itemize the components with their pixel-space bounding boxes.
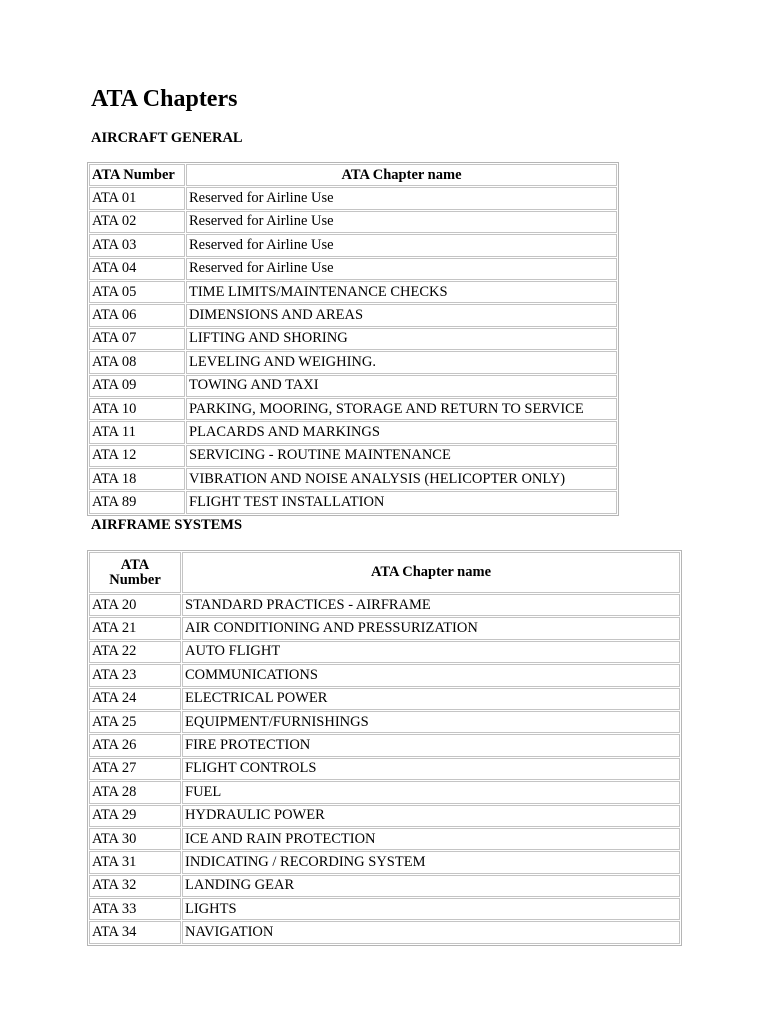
ata-number-cell: ATA 10 (89, 398, 185, 420)
ata-number-cell: ATA 89 (89, 491, 185, 513)
table-row (89, 898, 680, 920)
chapter-name-cell: DIMENSIONS AND AREAS (186, 304, 617, 326)
table-row (89, 828, 680, 850)
ata-number-cell: ATA 08 (89, 351, 185, 373)
ata-number-cell: ATA 34 (89, 921, 181, 943)
column-header-ata-number: ATA Number (89, 164, 185, 186)
ata-number-cell: ATA 30 (89, 828, 181, 850)
column-header-chapter-name: ATA Chapter name (182, 552, 680, 593)
table-row (89, 468, 617, 490)
table-row (89, 351, 617, 373)
chapter-name-cell: NAVIGATION (182, 921, 680, 943)
aircraft-general-table (87, 162, 619, 516)
ata-number-cell: ATA 01 (89, 187, 185, 209)
chapter-name-cell: FLIGHT TEST INSTALLATION (186, 491, 617, 513)
table-row (89, 711, 680, 733)
ata-number-cell: ATA 05 (89, 281, 185, 303)
ata-number-cell: ATA 28 (89, 781, 181, 803)
table-row (89, 281, 617, 303)
ata-number-cell: ATA 11 (89, 421, 185, 443)
chapter-name-cell: LEVELING AND WEIGHING. (186, 351, 617, 373)
ata-number-cell: ATA 24 (89, 688, 181, 710)
aircraft-general-rows (89, 187, 617, 513)
ata-number-cell: ATA 26 (89, 734, 181, 756)
chapter-name-cell: VIBRATION AND NOISE ANALYSIS (HELICOPTER ONLY) (186, 468, 617, 490)
chapter-name-cell: ELECTRICAL POWER (182, 688, 680, 710)
table-row (89, 781, 680, 803)
ata-number-cell: ATA 06 (89, 304, 185, 326)
ata-number-cell: ATA 09 (89, 375, 185, 397)
table-row (89, 734, 680, 756)
chapter-name-cell: PLACARDS AND MARKINGS (186, 421, 617, 443)
column-header-ata-number-line1: ATA (120, 556, 150, 573)
chapter-name-cell: Reserved for Airline Use (186, 258, 617, 280)
table-row (89, 258, 617, 280)
ata-number-cell: ATA 12 (89, 445, 185, 467)
chapter-name-cell: TIME LIMITS/MAINTENANCE CHECKS (186, 281, 617, 303)
chapter-name-cell: LIGHTS (182, 898, 680, 920)
chapter-name-cell: ICE AND RAIN PROTECTION (182, 828, 680, 850)
ata-number-cell: ATA 18 (89, 468, 185, 490)
ata-number-cell: ATA 04 (89, 258, 185, 280)
section-heading-aircraft-general: AIRCRAFT GENERAL (91, 130, 243, 146)
chapter-name-cell: STANDARD PRACTICES - AIRFRAME (182, 594, 680, 616)
table-row (89, 758, 680, 780)
ata-number-cell: ATA 33 (89, 898, 181, 920)
ata-number-cell: ATA 20 (89, 594, 181, 616)
table-row (89, 491, 617, 513)
table-row (89, 445, 617, 467)
airframe-systems-rows (89, 594, 680, 944)
table-row (89, 617, 680, 639)
chapter-name-cell: Reserved for Airline Use (186, 211, 617, 233)
ata-number-cell: ATA 27 (89, 758, 181, 780)
chapter-name-cell: AIR CONDITIONING AND PRESSURIZATION (182, 617, 680, 639)
chapter-name-cell: PARKING, MOORING, STORAGE AND RETURN TO SERVICE (186, 398, 617, 420)
table-row (89, 664, 680, 686)
table-row (89, 421, 617, 443)
chapter-name-cell: FUEL (182, 781, 680, 803)
ata-number-cell: ATA 07 (89, 328, 185, 350)
ata-number-cell: ATA 23 (89, 664, 181, 686)
ata-number-cell: ATA 29 (89, 805, 181, 827)
table-header-row (89, 552, 680, 593)
table-row (89, 234, 617, 256)
table-row (89, 641, 680, 663)
table-row (89, 211, 617, 233)
chapter-name-cell: LANDING GEAR (182, 875, 680, 897)
chapter-name-cell: FIRE PROTECTION (182, 734, 680, 756)
ata-number-cell: ATA 31 (89, 851, 181, 873)
chapter-name-cell: Reserved for Airline Use (186, 187, 617, 209)
table-row (89, 688, 680, 710)
table-row (89, 328, 617, 350)
table-row (89, 398, 617, 420)
chapter-name-cell: HYDRAULIC POWER (182, 805, 680, 827)
ata-number-cell: ATA 21 (89, 617, 181, 639)
chapter-name-cell: AUTO FLIGHT (182, 641, 680, 663)
column-header-ata-number (89, 552, 181, 593)
ata-number-cell: ATA 02 (89, 211, 185, 233)
chapter-name-cell: LIFTING AND SHORING (186, 328, 617, 350)
chapter-name-cell: EQUIPMENT/FURNISHINGS (182, 711, 680, 733)
ata-number-cell: ATA 03 (89, 234, 185, 256)
table-header-row (89, 164, 617, 186)
chapter-name-cell: INDICATING / RECORDING SYSTEM (182, 851, 680, 873)
table-row (89, 594, 680, 616)
column-header-chapter-name: ATA Chapter name (186, 164, 617, 186)
ata-number-cell: ATA 32 (89, 875, 181, 897)
chapter-name-cell: TOWING AND TAXI (186, 375, 617, 397)
ata-number-cell: ATA 22 (89, 641, 181, 663)
chapter-name-cell: FLIGHT CONTROLS (182, 758, 680, 780)
table-row (89, 875, 680, 897)
column-header-ata-number-line2: Number (109, 571, 161, 588)
table-row (89, 805, 680, 827)
table-row (89, 921, 680, 943)
table-row (89, 375, 617, 397)
section-heading-airframe-systems: AIRFRAME SYSTEMS (91, 517, 243, 533)
page-title: ATA Chapters (91, 86, 238, 112)
table-row (89, 851, 680, 873)
airframe-systems-table (87, 550, 682, 946)
chapter-name-cell: Reserved for Airline Use (186, 234, 617, 256)
chapter-name-cell: COMMUNICATIONS (182, 664, 680, 686)
ata-number-cell: ATA 25 (89, 711, 181, 733)
table-row (89, 304, 617, 326)
chapter-name-cell: SERVICING - ROUTINE MAINTENANCE (186, 445, 617, 467)
table-row (89, 187, 617, 209)
